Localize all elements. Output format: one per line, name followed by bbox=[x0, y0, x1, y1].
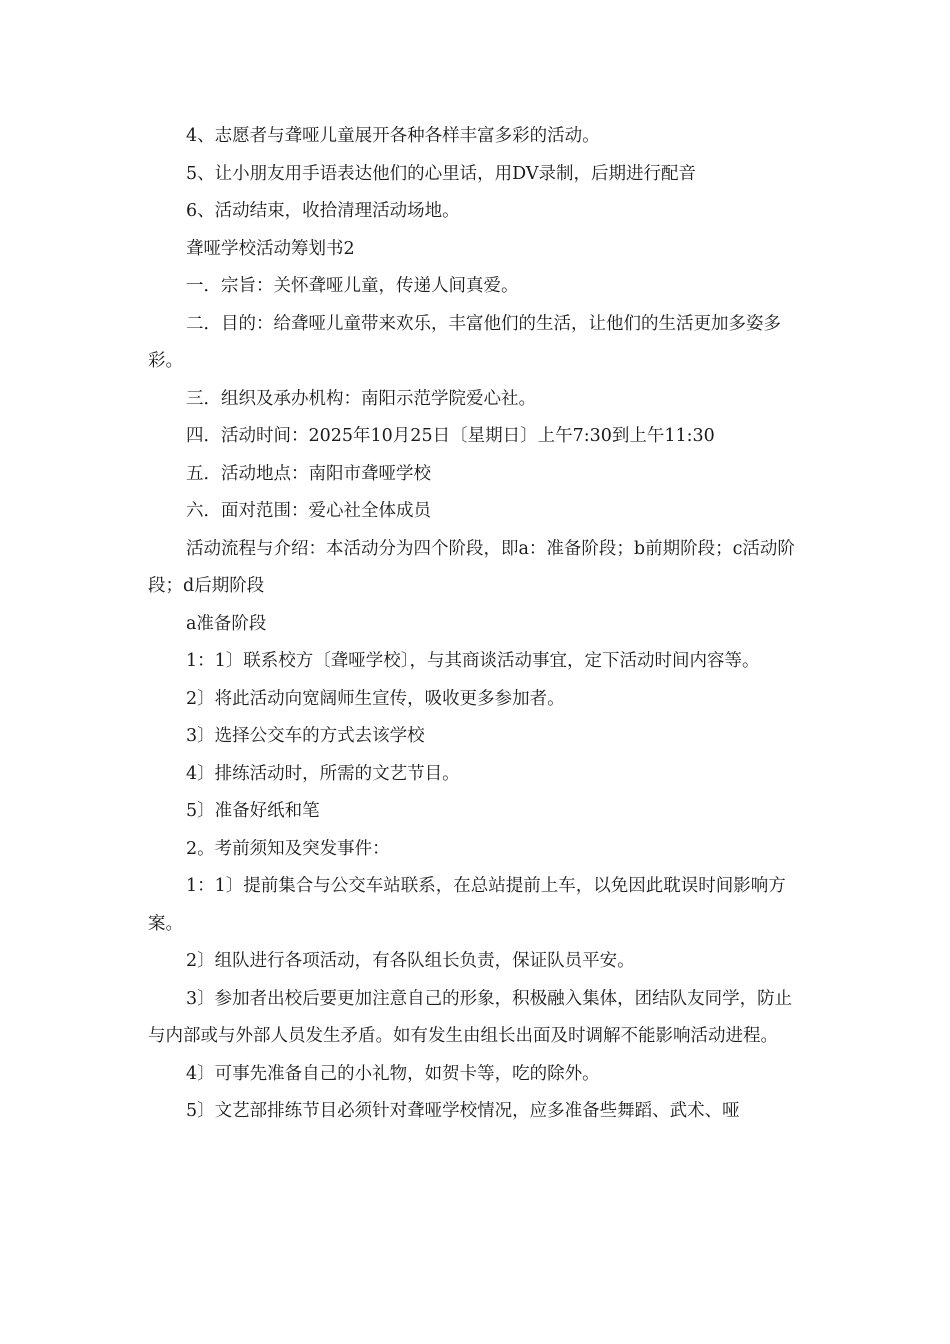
document-page bbox=[148, 118, 800, 1131]
paragraph: 2〕将此活动向宽阔师生宣传，吸收更多参加者。 bbox=[186, 688, 565, 709]
paragraph: 4、志愿者与聋哑儿童展开各种各样丰富多彩的活动。 bbox=[186, 126, 600, 146]
paragraph: 6、活动结束，收拾清理活动场地。 bbox=[186, 201, 460, 221]
paragraph: 六．面对范围：爱心社全体成员 bbox=[186, 501, 431, 521]
paragraph: 活动流程与介绍：本活动分为四个阶段，即a：准备阶段；b前期阶段；c活动阶段；d后期阶段 bbox=[148, 538, 795, 596]
paragraph: 二．目的：给聋哑儿童带来欢乐，丰富他们的生活，让他们的生活更加多姿多彩。 bbox=[148, 313, 781, 371]
paragraph: 3〕选择公交车的方式去该学校 bbox=[186, 726, 425, 746]
paragraph: 三．组织及承办机构：南阳示范学院爱心社。 bbox=[186, 388, 536, 409]
paragraph: 4〕排练活动时，所需的文艺节目。 bbox=[186, 763, 460, 784]
paragraph: 4〕可事先准备自己的小礼物，如贺卡等，吃的除外。 bbox=[186, 1063, 600, 1084]
paragraph: 5〕准备好纸和笔 bbox=[186, 801, 320, 821]
paragraph: 五．活动地点：南阳市聋哑学校 bbox=[186, 463, 431, 484]
paragraph: a准备阶段 bbox=[186, 613, 267, 634]
paragraph: 一．宗旨：关怀聋哑儿童，传递人间真爱。 bbox=[186, 276, 519, 296]
paragraph: 2〕组队进行各项活动，有各队组长负责，保证队员平安。 bbox=[186, 951, 635, 971]
paragraph: 5〕文艺部排练节目必须针对聋哑学校情况，应多准备些舞蹈、武术、哑 bbox=[186, 1101, 740, 1121]
paragraph: 2。考前须知及突发事件： bbox=[186, 838, 390, 859]
paragraph: 5、让小朋友用手语表达他们的心里话，用DV录制，后期进行配音 bbox=[186, 163, 696, 184]
paragraph: 1：1〕提前集合与公交车站联系，在总站提前上车，以免因此耽误时间影响方案。 bbox=[148, 876, 786, 934]
paragraph: 四．活动时间：2025年10月25日〔星期日〕上午7:30到上午11:30 bbox=[186, 426, 715, 446]
paragraph: 1：1〕联系校方〔聋哑学校〕，与其商谈活动事宜，定下活动时间内容等。 bbox=[186, 651, 760, 671]
paragraph: 3〕参加者出校后要更加注意自己的形象，积极融入集体，团结队友同学，防止与内部或与外部人员发生矛盾。如有发生由组长出面及时调解不能影响活动进程。 bbox=[148, 988, 793, 1046]
section-title: 聋哑学校活动筹划书2 bbox=[186, 238, 355, 259]
